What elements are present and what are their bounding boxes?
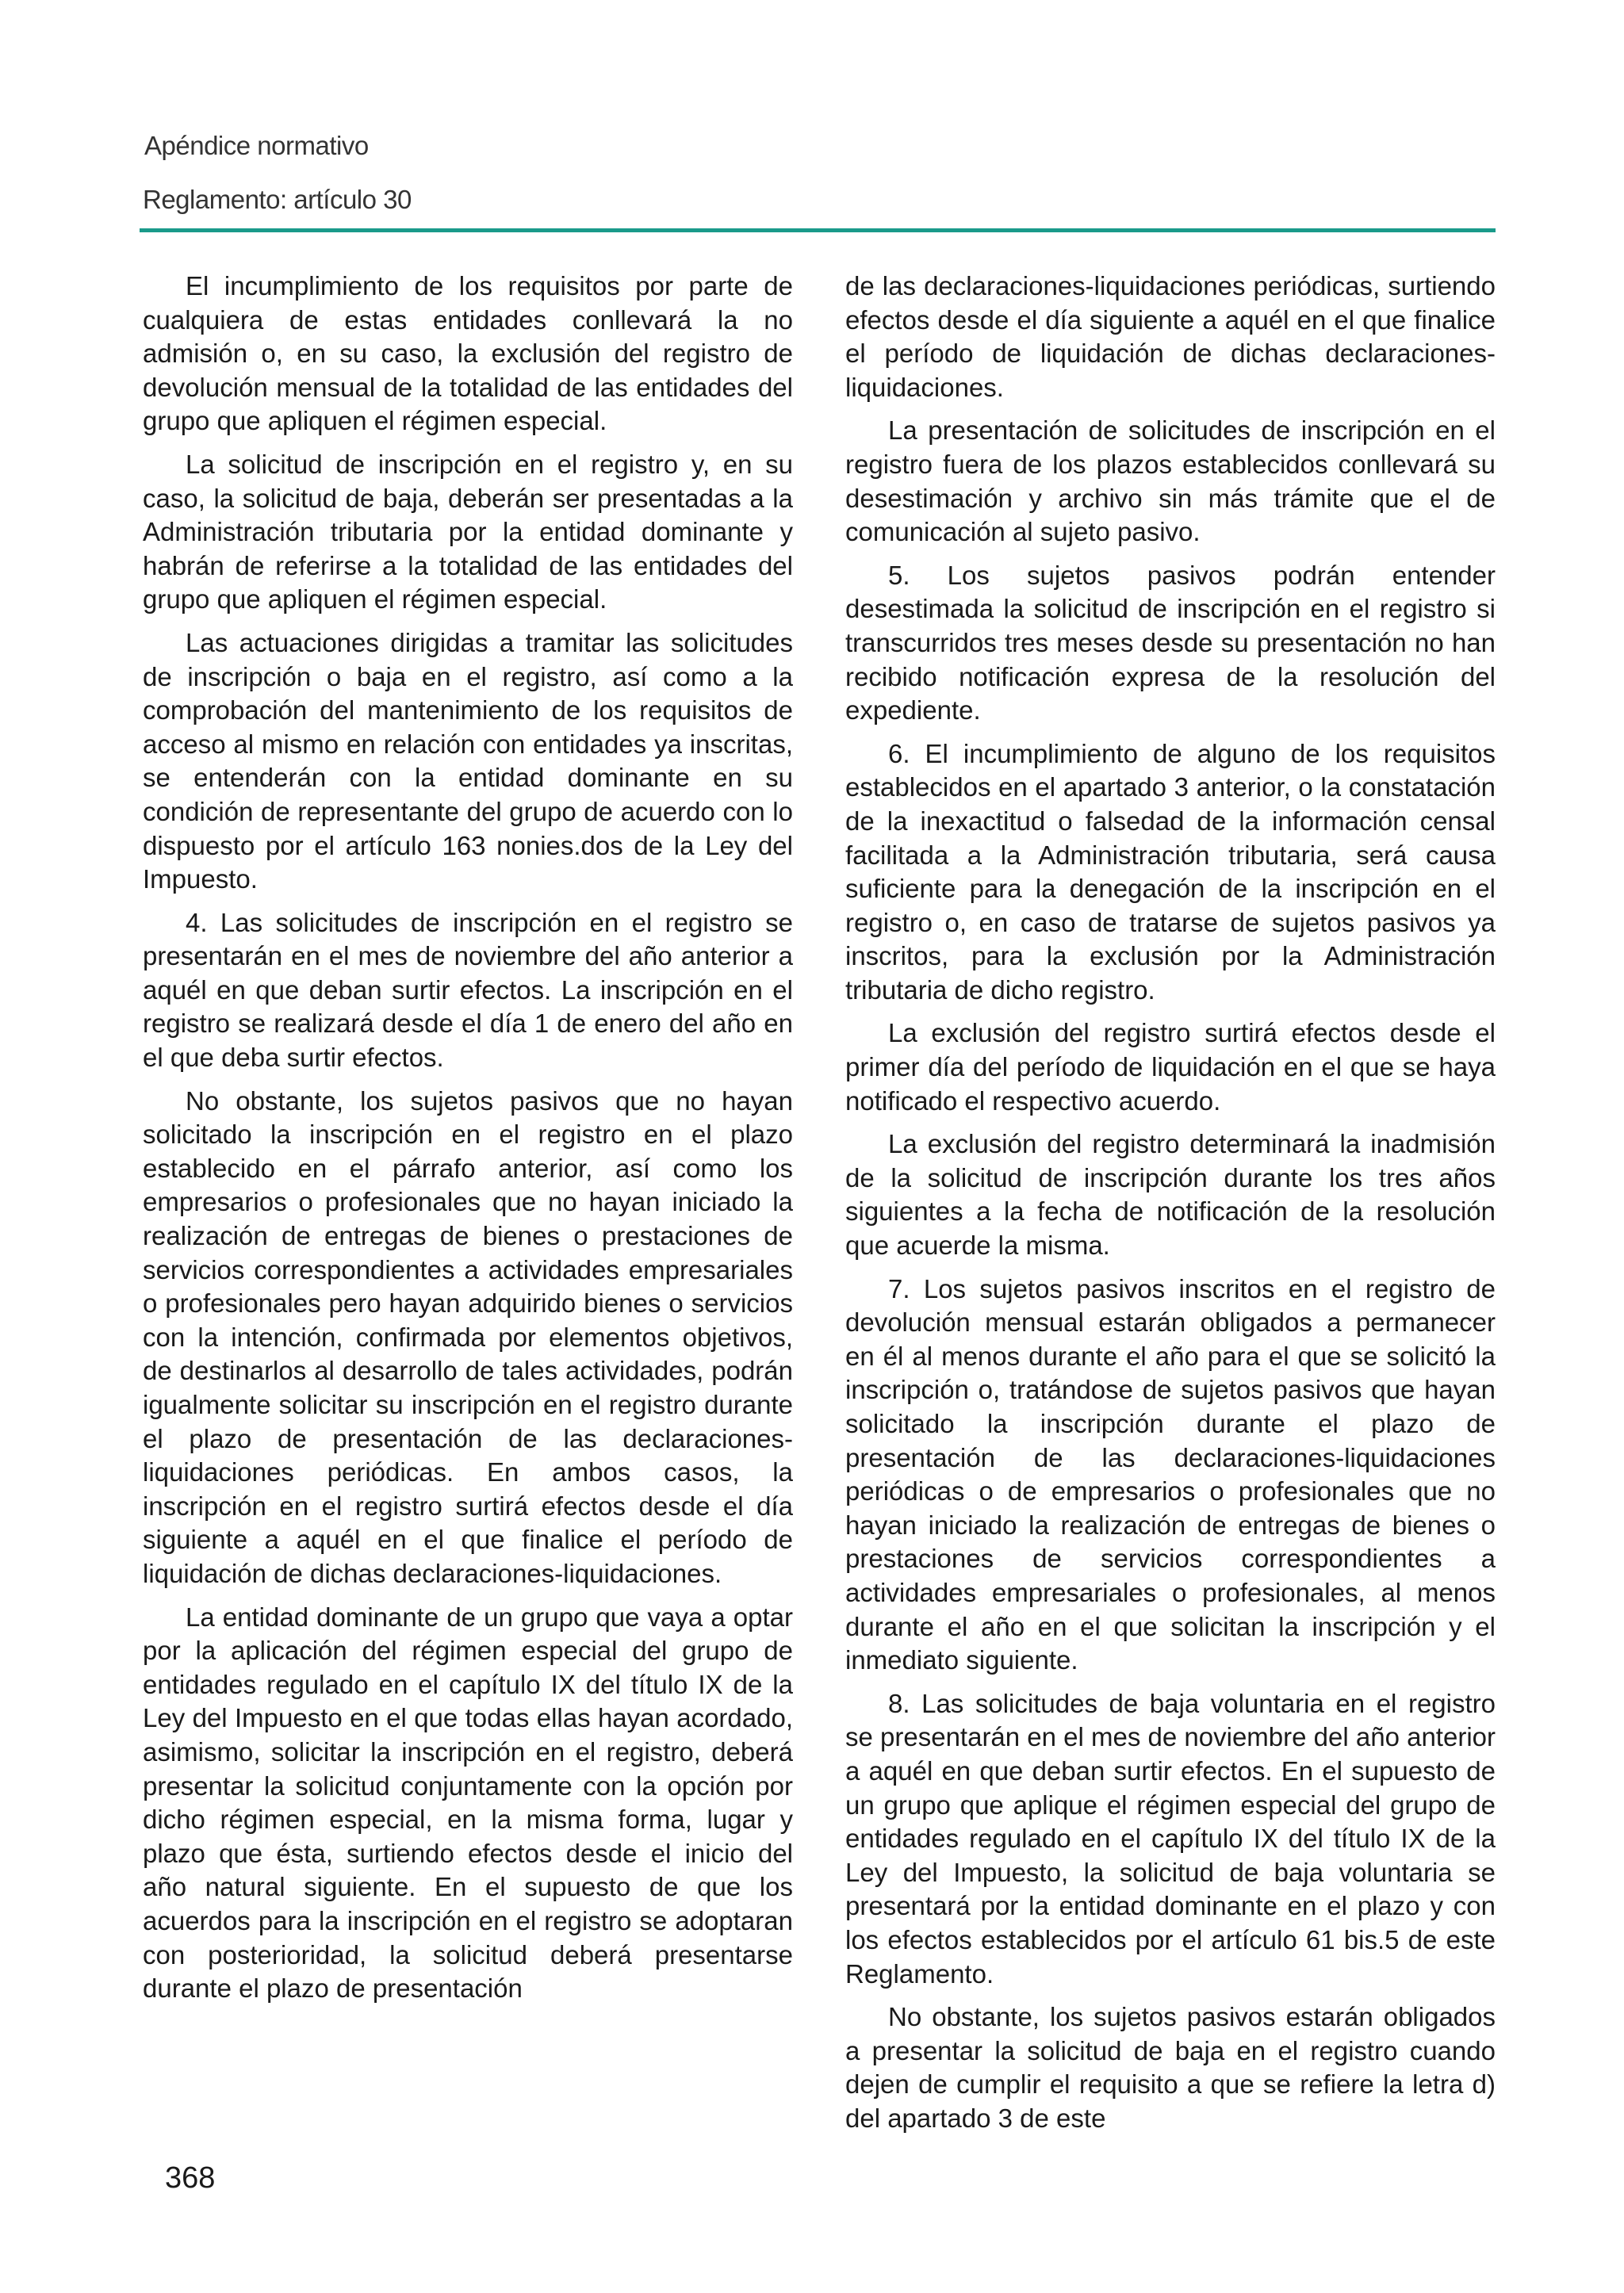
header-article-reference: Reglamento: artículo 30 (143, 185, 412, 214)
paragraph: 4. Las solicitudes de inscripción en el registro se presentarán en el mes de noviembre del año anterior a aquél en que deban surtir efectos. La inscripción en el registro se realizará desde el día 1 de enero del año en el que deba surtir efectos. (143, 907, 793, 1073)
paragraph-continuation: de las declaraciones-liquidaciones periódicas, surtiendo efectos desde el día siguiente a aquél en el que finalice el período de liquidación de dichas declaraciones-liquidaciones. (845, 271, 1496, 402)
left-text-column (143, 270, 793, 2015)
paragraph: Las actuaciones dirigidas a tramitar las solicitudes de inscripción o baja en el registro, así como a la comprobación del mantenimiento de los requisitos de acceso al mismo en relación con entidades ya inscritas, se entenderán con la entidad dominante en su condición de representante del grupo de acuerdo con lo dispuesto por el artículo 163 nonies.dos de la Ley del Impuesto. (143, 627, 793, 894)
paragraph: 7. Los sujetos pasivos inscritos en el registro de devolución mensual estarán obligados a permanecer en él al menos durante el año para el que se solicitó la inscripción o, tratándose de sujetos pasivos que hayan solicitado la inscripción durante el plazo de presentación de las declaraciones-liquidaciones periódicas o de empresarios o profesionales que no hayan iniciado la realización de entregas de bienes o prestaciones de servicios correspondientes a actividades empresariales o profesionales, al menos durante el año en el que solicitan la inscripción y el inmediato siguiente. (845, 1273, 1496, 1675)
paragraph: La entidad dominante de un grupo que vaya a optar por la aplicación del régimen especial del grupo de entidades regulado en el capítulo IX del título IX de la Ley del Impuesto en el que todas ellas hayan acordado, asimismo, solicitar la inscripción en el registro, deberá presentar la solicitud conjuntamente con la opción por dicho régimen especial, en la misma forma, lugar y plazo que ésta, surtiendo efectos desde el inicio del año natural siguiente. En el supuesto de que los acuerdos para la inscripción en el registro se adoptaran con posterioridad, la solicitud deberá presentarse durante el plazo de presentación (143, 1602, 793, 2004)
running-header (143, 125, 1491, 220)
paragraph: El incumplimiento de los requisitos por parte de cualquiera de estas entidades conllevará la no admisión o, en su caso, la exclusión del registro de devolución mensual de la totalidad de las entidades del grupo que apliquen el régimen especial. (143, 271, 793, 436)
paragraph: La presentación de solicitudes de inscripción en el registro fuera de los plazos establecidos conllevará su desestimación y archivo sin más trámite que el de comunicación al sujeto pasivo. (845, 415, 1496, 547)
paragraph: No obstante, los sujetos pasivos que no hayan solicitado la inscripción en el registro en el plazo establecido en el párrafo anterior, así como los empresarios o profesionales que no hayan iniciado la realización de entregas de bienes o prestaciones de servicios correspondientes a actividades empresariales o profesionales pero hayan adquirido bienes o servicios con la intención, confirmada por elementos objetivos, de destinarlos al desarrollo de tales actividades, podrán igualmente solicitar su inscripción en el registro durante el plazo de presentación de las declaraciones-liquidaciones periódicas. En ambos casos, la inscripción en el registro surtirá efectos desde el día siguiente a aquél en el que finalice el período de liquidación de dichas declaraciones-liquidaciones. (143, 1085, 793, 1588)
paragraph: No obstante, los sujetos pasivos estarán obligados a presentar la solicitud de baja en el registro cuando dejen de cumplir el requisito a que se refiere la letra d) del apartado 3 de este (845, 2002, 1496, 2133)
right-text-column (845, 270, 1496, 2145)
paragraph: La exclusión del registro surtirá efectos desde el primer día del período de liquidación en el que se haya notificado el respectivo acuerdo. (845, 1018, 1496, 1116)
paragraph: 8. Las solicitudes de baja voluntaria en el registro se presentarán en el mes de noviembre del año anterior a aquél en que deban surtir efectos. En el supuesto de un grupo que aplique el régimen especial del grupo de entidades regulado en el capítulo IX del título IX de la Ley del Impuesto, la solicitud de baja voluntaria se presentará por la entidad dominante en el plazo y con los efectos establecidos por el artículo 61 bis.5 de este Reglamento. (845, 1688, 1496, 1989)
paragraph: La exclusión del registro determinará la inadmisión de la solicitud de inscripción durante los tres años siguientes a la fecha de notificación de la resolución que acuerde la misma. (845, 1129, 1496, 1261)
header-divider-rule (140, 228, 1496, 232)
header-section-title: Apéndice normativo (144, 131, 369, 160)
paragraph: 6. El incumplimiento de alguno de los requisitos establecidos en el apartado 3 anterior, o la constatación de la inexactitud o falsedad de la información censal facilitada a la Administración tributaria, será causa suficiente para la denegación de la inscripción en el registro o, en caso de tratarse de sujetos pasivos ya inscritos, para la exclusión por la Administración tributaria de dicho registro. (845, 738, 1496, 1005)
page-number: 368 (165, 2161, 216, 2195)
paragraph: 5. Los sujetos pasivos podrán entender desestimada la solicitud de inscripción en el registro si transcurridos tres meses desde su presentación no han recibido notificación expresa de la resolución del expediente. (845, 560, 1496, 725)
paragraph: La solicitud de inscripción en el registro y, en su caso, la solicitud de baja, deberán ser presentadas a la Administración tributaria por la entidad dominante y habrán de referirse a la totalidad de las entidades del grupo que apliquen el régimen especial. (143, 449, 793, 614)
